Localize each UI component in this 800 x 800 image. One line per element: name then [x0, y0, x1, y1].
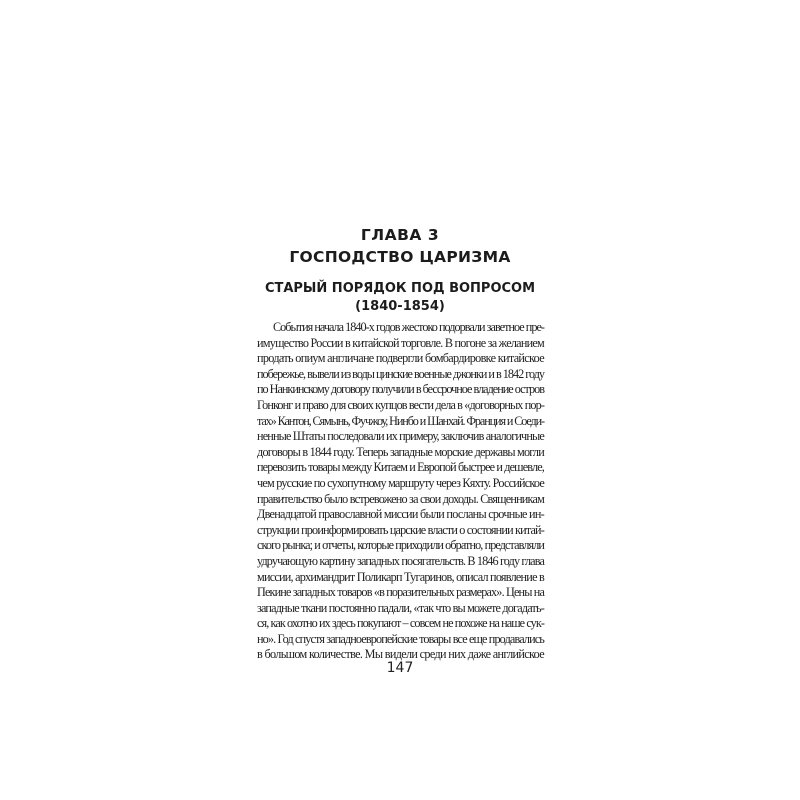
body-line: договоры в 1844 году. Теперь западные морские державы могли — [257, 444, 545, 459]
body-line: по Нанкинскому договору получили в бессрочное владение остров — [257, 382, 544, 397]
body-line: имущество России в китайской торговле. В погоне за желанием — [257, 335, 545, 350]
section-title-line-2: (1840-1854) — [355, 299, 445, 314]
body-line: чем русские по сухопутному маршруту через Кяхту. Российское — [257, 475, 544, 490]
body-line: продать опиум англичане подвергли бомбардировке китайское — [257, 351, 545, 366]
body-line: миссии, архимандрит Поликарп Тугаринов, описал появление в — [257, 569, 544, 584]
body-line: События начала 1840-х годов жестоко подорвали заветное пре- — [273, 320, 545, 334]
body-line: ненные Штаты последовали их примеру, заключив аналогичные — [257, 429, 544, 444]
body-text — [257, 320, 544, 663]
page-number: 147 — [386, 660, 414, 676]
body-line: перевозить товары между Китаем и Европой быстрее и дешевле, — [257, 460, 544, 475]
body-line: западные ткани постоянно падали, «так что вы можете догадать- — [257, 600, 544, 615]
chapter-label: ГЛАВА 3 — [360, 226, 440, 244]
body-line: но». Год спустя западноевропейские товары все еще продавались — [257, 631, 545, 646]
section-title — [0, 280, 800, 316]
body-line: побережье, вывели из воды цинские военные джонки и в 1842 году — [257, 366, 544, 381]
body-line: тах» Кантон, Сямынь, Фучжоу, Нинбо и Шанхай. Франция и Соеди- — [257, 413, 545, 428]
body-line: Двенадцатой православной миссии были посланы срочные ин- — [257, 507, 544, 522]
body-line: Гонконг и право для своих купцов вести дела в «договорных пор- — [257, 397, 545, 412]
chapter-title: ГОСПОДСТВО ЦАРИЗМА — [289, 248, 511, 266]
section-title-line-1: СТАРЫЙ ПОРЯДОК ПОД ВОПРОСОМ — [264, 281, 536, 296]
body-line: ся, как охотно их здесь покупают – совсем не похоже на наше сук- — [257, 616, 545, 631]
body-line: в большом количестве. Мы видели среди них даже английское — [257, 647, 545, 662]
body-line: струкции проинформировать царские власти о состоянии китай- — [257, 522, 544, 537]
body-line: ского рынка; и отчеты, которые приходили обратно, представляли — [257, 538, 545, 553]
body-line: правительство было встревожено за свои доходы. Священникам — [257, 491, 544, 506]
body-line: удручающую картину западных посягательств. В 1846 году глава — [257, 553, 544, 568]
body-line: Пекине западных товаров «в поразительных размерах». Цены на — [257, 585, 545, 600]
